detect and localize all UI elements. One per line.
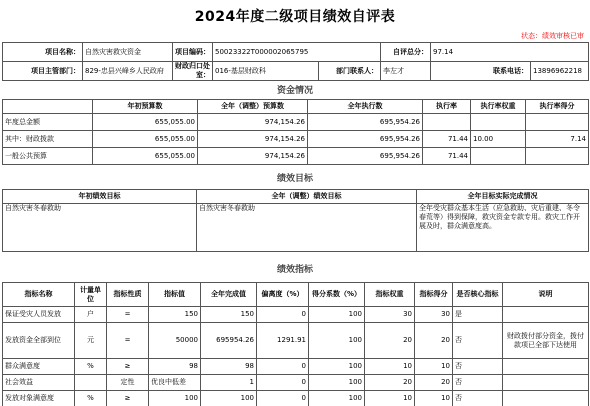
- funds-cell: 974,154.26: [198, 148, 308, 165]
- funds-header: 全年（调整）预算数: [198, 100, 308, 114]
- funds-cell: 695,954.26: [308, 131, 423, 148]
- table-row: [3, 114, 589, 131]
- status-value: 绩效审核已审: [542, 32, 584, 40]
- funds-cell: [471, 148, 526, 165]
- funds-cell: 695,954.26: [308, 114, 423, 131]
- ind-cell: [503, 359, 589, 375]
- funds-header: 执行率权重: [471, 100, 526, 114]
- ind-cell: 0: [257, 375, 309, 391]
- ind-cell: %: [75, 359, 107, 375]
- ind-cell: 10: [415, 359, 453, 375]
- table-row: [3, 359, 589, 375]
- contact-label: 部门联系人：: [319, 62, 381, 81]
- goals-row: [3, 204, 589, 252]
- ind-cell: 98: [149, 359, 201, 375]
- contact-value: 李左才: [381, 62, 431, 81]
- funds-cell: 7.14: [526, 131, 589, 148]
- ind-header: 指标得分: [415, 283, 453, 307]
- ind-header: 指标名称: [3, 283, 75, 307]
- funds-cell: [526, 114, 589, 131]
- phone-value: 13896962218: [531, 62, 589, 81]
- ind-cell: [503, 375, 589, 391]
- funds-section-title: 资金情况: [2, 83, 588, 99]
- ind-cell: 100: [309, 323, 365, 359]
- ind-cell: 30: [365, 307, 415, 323]
- score-label: 自评总分：: [381, 43, 431, 62]
- ind-cell: 发放对象满意度: [3, 391, 75, 406]
- goal-adjusted: 自然灾害冬春救助: [197, 204, 417, 252]
- indicators-table: [2, 282, 589, 406]
- dept-value: 829-忠县兴峰乡人民政府: [83, 62, 173, 81]
- goals-header-row: [3, 190, 589, 204]
- table-row: [3, 391, 589, 406]
- funds-cell: 71.44: [423, 148, 471, 165]
- info-table: [2, 42, 589, 81]
- ind-cell: 否: [453, 391, 503, 406]
- ind-cell: 社会效益: [3, 375, 75, 391]
- status-label: 状态：: [521, 32, 542, 40]
- score-value: 97.14: [431, 43, 589, 62]
- finance-value: 016-基层财政科: [213, 62, 319, 81]
- ind-cell: ≥: [107, 391, 149, 406]
- page-title: 2024年度二级项目绩效自评表: [194, 9, 396, 25]
- ind-cell: 是: [453, 307, 503, 323]
- funds-cell: 695,954.26: [308, 148, 423, 165]
- ind-cell: 50000: [149, 323, 201, 359]
- table-row: [3, 375, 589, 391]
- funds-cell: 年度总金额: [3, 114, 93, 131]
- ind-header: 偏离度（%）: [257, 283, 309, 307]
- table-row: [3, 307, 589, 323]
- goals-header: 全年目标实际完成情况: [417, 190, 589, 204]
- table-row: [3, 131, 589, 148]
- ind-cell: 100: [309, 391, 365, 406]
- ind-cell: 100: [309, 307, 365, 323]
- finance-label: 财政归口处室：: [173, 62, 213, 81]
- funds-cell: [471, 114, 526, 131]
- ind-header: 计量单位: [75, 283, 107, 307]
- ind-header: 指标值: [149, 283, 201, 307]
- funds-header: 执行率得分: [526, 100, 589, 114]
- table-row: [3, 323, 589, 359]
- funds-cell: 655,055.00: [93, 148, 198, 165]
- project-name-value: 自然灾害救灾资金: [83, 43, 173, 62]
- ind-cell: 20: [415, 323, 453, 359]
- ind-cell: 100: [309, 359, 365, 375]
- funds-cell: 10.00: [471, 131, 526, 148]
- funds-cell: 655,055.00: [93, 131, 198, 148]
- funds-cell: [526, 148, 589, 165]
- ind-header: 全年完成值: [201, 283, 257, 307]
- ind-cell: 0: [257, 391, 309, 406]
- funds-cell: [423, 114, 471, 131]
- ind-header: 指标性质: [107, 283, 149, 307]
- ind-cell: 优良中低差: [149, 375, 201, 391]
- funds-header-row: [3, 100, 589, 114]
- funds-header: 执行率: [423, 100, 471, 114]
- funds-header: 全年执行数: [308, 100, 423, 114]
- ind-cell: =: [107, 323, 149, 359]
- goals-header: 全年（调整）绩效目标: [197, 190, 417, 204]
- funds-cell: 其中：财政拨款: [3, 131, 93, 148]
- ind-cell: ≥: [107, 359, 149, 375]
- funds-table: [2, 99, 589, 165]
- funds-cell: 一般公共预算: [3, 148, 93, 165]
- goal-actual: 全年受灾群众基本生活（应急救助、灾后重建、冬令春荒等）得到保障，救灾资金专款专用。救灾工作开展及时，群众满意度高。: [417, 204, 589, 252]
- ind-header: 指标权重: [365, 283, 415, 307]
- ind-cell: 100: [201, 391, 257, 406]
- funds-header: [3, 100, 93, 114]
- ind-cell: [503, 391, 589, 406]
- ind-cell: 10: [365, 359, 415, 375]
- project-name-label: 项目名称：: [3, 43, 83, 62]
- ind-cell: 10: [415, 391, 453, 406]
- indicators-header-row: [3, 283, 589, 307]
- ind-cell: 150: [201, 307, 257, 323]
- ind-cell: 元: [75, 323, 107, 359]
- phone-label: 联系电话：: [431, 62, 531, 81]
- funds-cell: 71.44: [423, 131, 471, 148]
- status-badge: [521, 31, 584, 41]
- ind-cell: [503, 307, 589, 323]
- ind-cell: 0: [257, 307, 309, 323]
- funds-header: 年初预算数: [93, 100, 198, 114]
- funds-cell: 655,055.00: [93, 114, 198, 131]
- goals-table: [2, 189, 589, 252]
- ind-cell: 20: [415, 375, 453, 391]
- ind-cell: 100: [149, 391, 201, 406]
- ind-cell: 100: [309, 375, 365, 391]
- ind-cell: 0: [257, 359, 309, 375]
- goals-header: 年初绩效目标: [3, 190, 197, 204]
- ind-cell: 财政拨付部分资金，拨付款项已全部下达使用: [503, 323, 589, 359]
- ind-cell: 否: [453, 375, 503, 391]
- ind-cell: 户: [75, 307, 107, 323]
- ind-cell: 1291.91: [257, 323, 309, 359]
- project-code-value: 50023322T000002065795: [213, 43, 381, 62]
- goals-section-title: 绩效目标: [2, 171, 588, 187]
- funds-cell: 974,154.26: [198, 114, 308, 131]
- ind-cell: [75, 375, 107, 391]
- indicators-section-title: 绩效指标: [2, 262, 588, 278]
- table-row: [3, 148, 589, 165]
- ind-cell: 150: [149, 307, 201, 323]
- ind-cell: 695954.26: [201, 323, 257, 359]
- ind-cell: 1: [201, 375, 257, 391]
- funds-cell: 974,154.26: [198, 131, 308, 148]
- dept-label: 项目主管部门：: [3, 62, 83, 81]
- ind-cell: =: [107, 307, 149, 323]
- ind-header: 是否核心指标: [453, 283, 503, 307]
- project-code-label: 项目编码：: [173, 43, 213, 62]
- goal-initial: 自然灾害冬春救助: [3, 204, 197, 252]
- ind-cell: 定性: [107, 375, 149, 391]
- ind-cell: 10: [365, 391, 415, 406]
- ind-cell: %: [75, 391, 107, 406]
- ind-cell: 20: [365, 323, 415, 359]
- ind-cell: 98: [201, 359, 257, 375]
- ind-cell: 保证受灾人员发放: [3, 307, 75, 323]
- ind-header: 说明: [503, 283, 589, 307]
- ind-cell: 否: [453, 323, 503, 359]
- ind-cell: 发放资金全部到位: [3, 323, 75, 359]
- ind-header: 得分系数（%）: [309, 283, 365, 307]
- ind-cell: 20: [365, 375, 415, 391]
- ind-cell: 群众满意度: [3, 359, 75, 375]
- ind-cell: 30: [415, 307, 453, 323]
- ind-cell: 否: [453, 359, 503, 375]
